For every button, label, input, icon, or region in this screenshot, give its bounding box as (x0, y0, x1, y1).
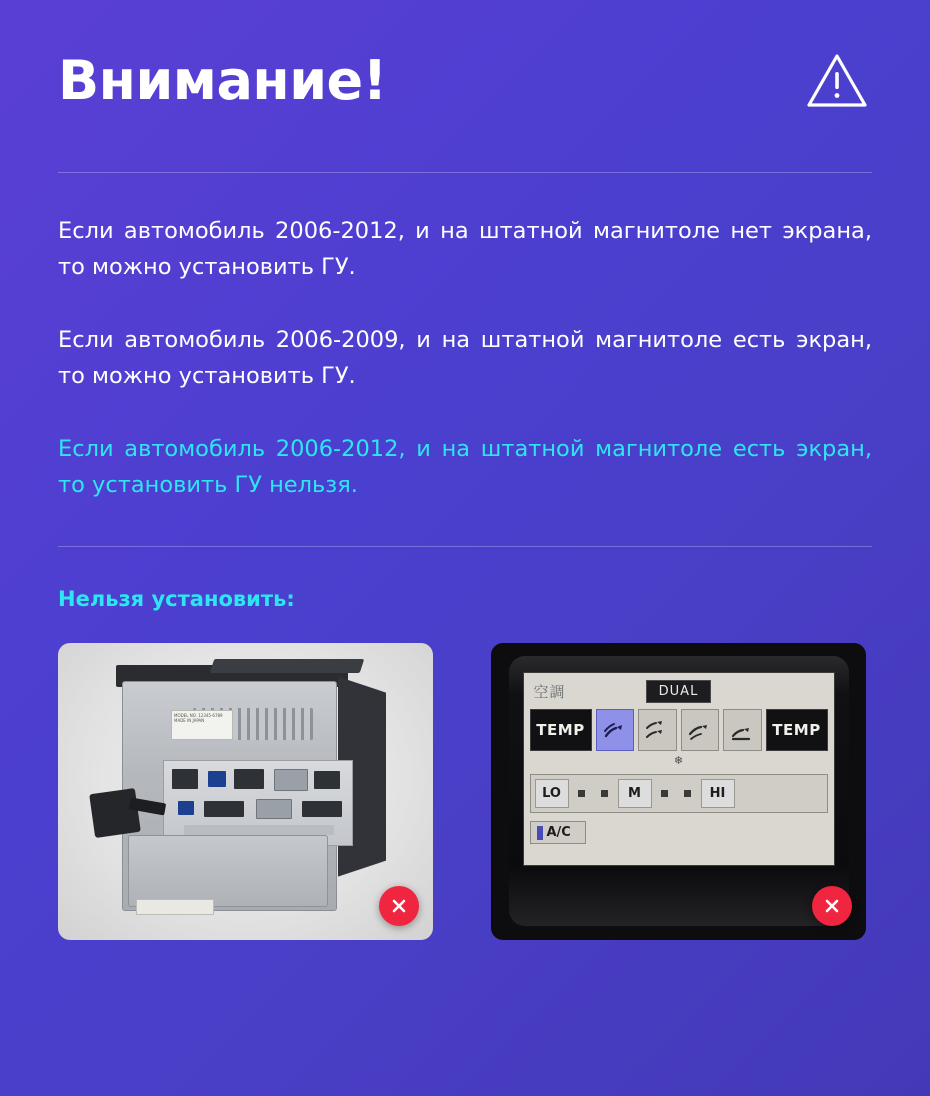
climate-unit-bezel (509, 656, 849, 926)
photo-gallery (58, 643, 872, 940)
fan-tick-1 (572, 779, 592, 808)
connector-chip-3 (234, 769, 264, 789)
climate-mode-row (530, 709, 828, 751)
connector-chip-8 (256, 799, 292, 819)
temp-right-button[interactable]: TEMP (766, 709, 828, 751)
paragraph-1: Если автомобиль 2006-2012, и на штатной магнитоле нет экрана, то можно установить ГУ. (58, 218, 872, 281)
airflow-defrost-icon[interactable] (723, 709, 762, 751)
oem-climate-screen-photo (491, 643, 866, 940)
paragraph-list (58, 173, 872, 504)
fan-tick-4 (678, 779, 698, 808)
connector-chip-9 (302, 801, 342, 817)
ac-indicator (537, 826, 543, 840)
fan-tick-3 (655, 779, 675, 808)
fan-lo-button[interactable]: LO (535, 779, 569, 808)
section-divider (58, 546, 872, 547)
board-edge-strip (184, 825, 334, 835)
connector-chip-1 (172, 769, 198, 789)
head-unit-lower-panel (128, 835, 328, 907)
climate-kanji-label: 空調 (533, 683, 566, 702)
paragraph-2: Если автомобиль 2006-2009, и на штатной магнитоле есть экран, то можно установить ГУ. (58, 326, 872, 390)
oem-head-unit-photo (58, 643, 433, 940)
connector-chip-6 (178, 801, 194, 815)
page-header (58, 0, 872, 110)
paragraph-3: Если автомобиль 2006-2012, и на штатной магнитоле есть экран, то установить ГУ нельзя. (58, 435, 872, 499)
fan-hi-button[interactable]: HI (701, 779, 735, 808)
airflow-face-feet-icon[interactable] (638, 709, 677, 751)
climate-dual-button[interactable]: DUAL (646, 680, 712, 703)
airflow-feet-icon[interactable] (681, 709, 720, 751)
connector-chip-7 (204, 801, 244, 817)
ac-label: A/C (546, 825, 571, 841)
fan-speed-row (530, 774, 828, 813)
head-unit-top-flange (210, 659, 365, 673)
fan-tick-2 (595, 779, 615, 808)
head-unit-sticker (136, 899, 214, 915)
connector-chip-2 (208, 771, 226, 787)
fan-speed-icon: ❄ (673, 754, 684, 768)
airflow-face-icon[interactable] (596, 709, 635, 751)
head-unit-illustration (92, 659, 392, 921)
connector-chip-4 (274, 769, 308, 791)
climate-screen (523, 672, 835, 866)
page-title: Внимание! (58, 48, 387, 112)
head-unit-label: MODEL NO. 12345-6789 MADE IN JAPAN (171, 710, 233, 740)
head-unit-mainboard (163, 760, 353, 846)
x-mark-icon (379, 886, 419, 926)
section-subtitle: Нельзя установить: (58, 586, 295, 611)
x-mark-icon (812, 886, 852, 926)
climate-screen-topbar (530, 679, 828, 703)
warning-triangle-icon (806, 52, 868, 110)
connector-chip-5 (314, 771, 340, 789)
fan-mid-button[interactable]: M (618, 779, 652, 808)
head-unit-cable-plug (89, 788, 141, 838)
ac-button[interactable] (530, 821, 586, 844)
temp-left-button[interactable]: TEMP (530, 709, 592, 751)
